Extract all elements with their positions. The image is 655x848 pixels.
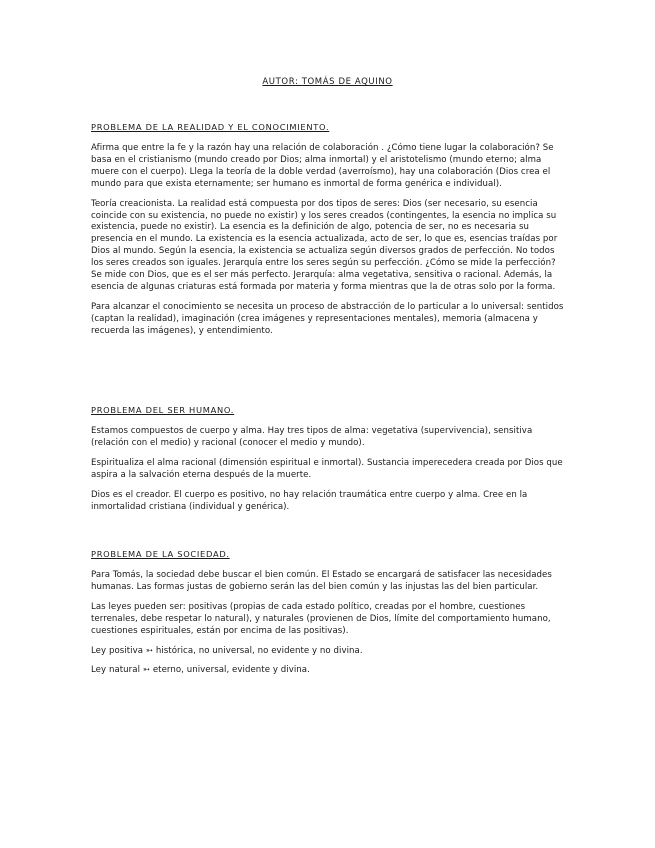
section-heading: PROBLEMA DEL SER HUMANO. <box>91 405 235 415</box>
section-heading: PROBLEMA DE LA SOCIEDAD. <box>91 549 230 559</box>
paragraph: Dios es el creador. El cuerpo es positivo, no hay relación traumática entre cuerpo y alma. Cree en la inmortalidad cristiana (individual y genérica). <box>91 489 528 512</box>
paragraph: Teoría creacionista. La realidad está compuesta por dos tipos de seres: Dios (ser necesario, su esencia coincide con su existencia, no puede no existir) y los seres creados (contingentes, la esencia no implica su existencia, puede no existir). La esencia es la definición de algo, potencia de ser, no es necesaria su presencia en el mundo. La existencia es la esencia actualizada, acto de ser, lo que es, esencias traídas por Dios al mundo. Según la esencia, la existencia se actualiza según diversos grados de perfección. No todos los seres creados son iguales. Jerarquía entre los seres según su perfección. ¿Cómo se mide la perfección? Se mide con Dios, que es el ser más perfecto. Jerarquía: alma vegetativa, sensitiva o racional. Además, la esencia de algunas criaturas está formada por materia y forma mientras que la de otras solo por la forma. <box>91 198 558 292</box>
paragraph: Afirma que entre la fe y la razón hay una relación de colaboración . ¿Cómo tiene lugar la colaboración? Se basa en el cristianismo (mundo creado por Dios; alma inmortal) y el aristotelismo (mundo eterno; alma muere con el cuerpo). Llega la teoría de la doble verdad (averroísmo), hay una colaboración (Dios crea el mundo para que exista eternamente; ser humano es inmortal de forma genérica e individual). <box>91 143 554 189</box>
section-heading: PROBLEMA DE LA REALIDAD Y EL CONOCIMIENTO. <box>91 122 330 132</box>
paragraph: Para Tomás, la sociedad debe buscar el bien común. El Estado se encargará de satisfacer las necesidades humanas. Las formas justas de gobierno serán las del bien común y las injustas las del bien particular. <box>91 570 552 592</box>
paragraph: Ley natural ➳ eterno, universal, evidente y divina. <box>91 665 310 676</box>
paragraph: Estamos compuestos de cuerpo y alma. Hay tres tipos de alma: vegetativa (supervivencia), sensitiva (relación con el medio) y racional (conocer el medio y mundo). <box>91 426 533 448</box>
paragraph: Ley positiva ➳ histórica, no universal, no evidente y no divina. <box>91 645 363 656</box>
section-realidad-conocimiento <box>91 122 564 346</box>
paragraph: Para alcanzar el conocimiento se necesita un proceso de abstracción de lo particular a lo universal: sentidos (captan la realidad), imaginación (crea imágenes y representaciones mentales), memoria (almacena y recuerda las imágenes), y entendimiento. <box>91 301 564 336</box>
section-ser-humano <box>91 405 564 521</box>
section-sociedad <box>91 549 564 685</box>
paragraph: Espiritualiza el alma racional (dimensión espiritual e inmortal). Sustancia imperecedera creada por Dios que aspira a la salvación eterna después de la muerte. <box>91 457 563 480</box>
author-title: AUTOR: TOMÁS DE AQUINO <box>262 77 393 87</box>
paragraph: Las leyes pueden ser: positivas (propias de cada estado político, creadas por el hombre, cuestiones terrenales, debe respetar lo natural), y naturales (provienen de Dios, límite del comportamiento humano, cuestiones espirituales, están por encima de las positivas). <box>91 601 551 636</box>
